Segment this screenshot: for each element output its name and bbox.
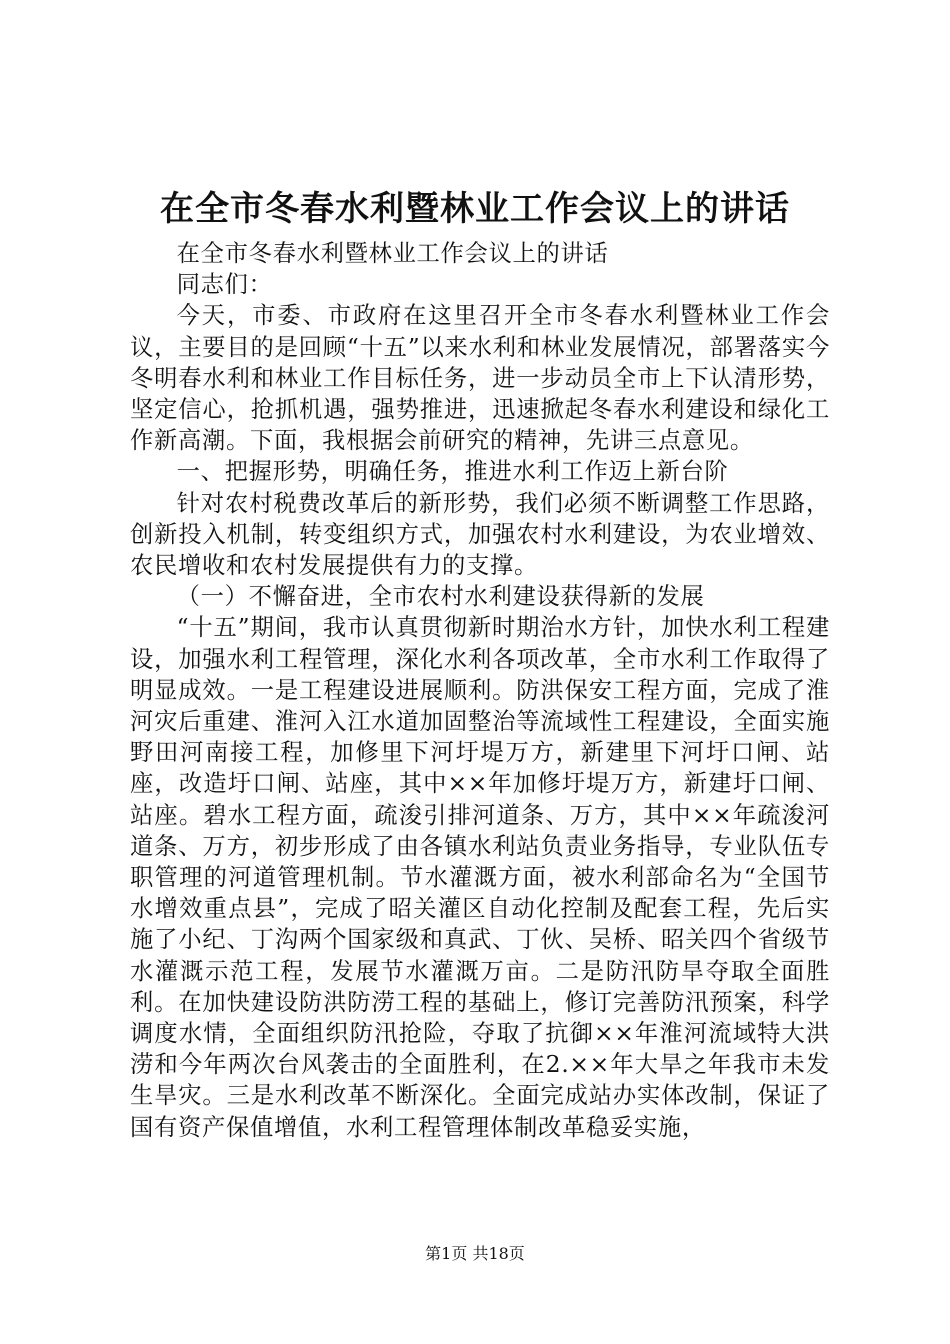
body-paragraph: “十五”期间，我市认真贯彻新时期治水方针，加快水利工程建设，加强水利工程管理，深化水利各项改革，全市水利工作取得了明显成效。一是工程建设进展顺利。防洪保安工程方面，完成了淮河灾后重建、淮河入江水道加固整治等流域性工程建设，全面实施野田河南接工程，加修里下河圩堤万方，新建里下河圩口闸、站座，改造圩口闸、站座，其中××年加修圩堤万方，新建圩口闸、站座。碧水工程方面，疏浚引排河道条、万方，其中××年疏浚河道条、万方，初步形成了由各镇水利站负责业务指导，专业队伍专职管理的河道管理机制。节水灌溉方面，被水利部命名为“全国节水增效重点县”，完成了昭关灌区自动化控制及配套工程，先后实施了小纪、丁沟两个国家级和真武、丁伙、吴桥、昭关四个省级节水灌溉示范工程，发展节水灌溉万亩。二是防汛防旱夺取全面胜利。在加快建设防洪防涝工程的基础上，修订完善防汛预案，科学调度水情，全面组织防汛抢险，夺取了抗御××年淮河流域特大洪涝和今年两次台风袭击的全面胜利，在2.××年大旱之年我市未发生旱灾。三是水利改革不断深化。全面完成站办实体改制，保证了国有资产保值增值，水利工程管理体制改革稳妥实施， xyxy=(130,614,830,1141)
subsection-heading: （一）不懈奋进，全市农村水利建设获得新的发展 xyxy=(176,583,705,611)
section-heading: 一、把握形势，明确任务，推进水利工作迈上新台阶 xyxy=(176,458,729,486)
body-paragraph: 同志们： xyxy=(176,271,273,299)
document-body xyxy=(130,238,830,1143)
document-title: 在全市冬春水利暨林业工作会议上的讲话 xyxy=(160,189,790,229)
body-paragraph: 今天，市委、市政府在这里召开全市冬春水利暨林业工作会议，主要目的是回顾“十五”以来水利和林业发展情况，部署落实今冬明春水利和林业工作目标任务，进一步动员全市上下认清形势，坚定信心，抢抓机遇，强势推进，迅速掀起冬春水利建设和绿化工作新高潮。下面，我根据会前研究的精神，先讲三点意见。 xyxy=(130,302,830,455)
body-paragraph: 针对农村税费改革后的新形势，我们必须不断调整工作思路，创新投入机制，转变组织方式，加强农村水利建设，为农业增效、农民增收和农村发展提供有力的支撑。 xyxy=(130,489,830,580)
body-paragraph: 在全市冬春水利暨林业工作会议上的讲话 xyxy=(176,240,609,267)
page-number-footer: 第1页 共18页 xyxy=(425,1244,525,1263)
